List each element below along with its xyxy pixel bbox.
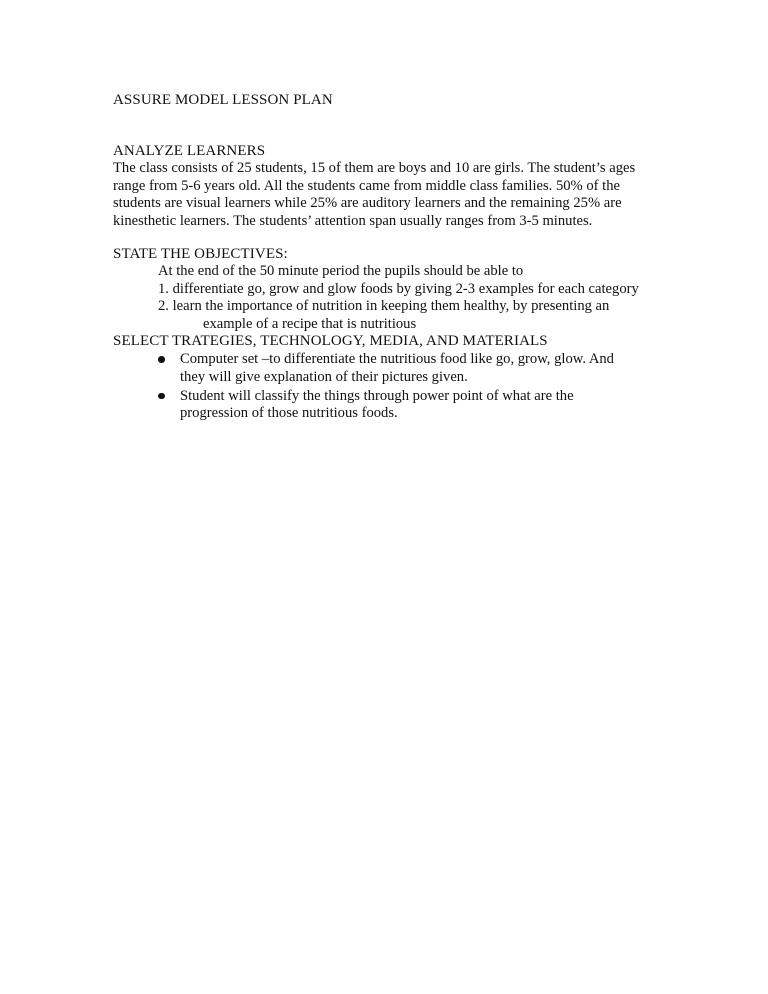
strategy-item-2-line-1: Student will classify the things through power point of what are the xyxy=(180,387,574,404)
strategies-heading: SELECT TRATEGIES, TECHNOLOGY, MEDIA, AND MATERIALS xyxy=(113,333,548,349)
objectives-section xyxy=(113,246,673,333)
objectives-intro: At the end of the 50 minute period the pupils should be able to xyxy=(158,263,524,280)
objectives-heading: STATE THE OBJECTIVES: xyxy=(113,246,288,262)
strategies-list xyxy=(113,351,673,422)
objective-item-1: 1. differentiate go, grow and glow foods by giving 2-3 examples for each category xyxy=(158,280,639,297)
analyze-text-line-4: kinesthetic learners. The students’ attention span usually ranges from 3-5 minutes. xyxy=(113,212,593,229)
analyze-learners-section xyxy=(113,143,673,230)
analyze-learners-heading: ANALYZE LEARNERS xyxy=(113,143,266,159)
analyze-text-line-3: students are visual learners while 25% are auditory learners and the remaining 25% are xyxy=(113,195,622,212)
analyze-text-line-2: range from 5-6 years old. All the students came from middle class families. 50% of the xyxy=(113,177,620,194)
strategy-list-item xyxy=(113,388,673,423)
objective-item-2-continuation: example of a recipe that is nutritious xyxy=(203,315,417,332)
bullet-icon xyxy=(158,393,165,400)
bullet-icon xyxy=(158,356,165,363)
strategy-list-item xyxy=(113,351,673,386)
objective-item-2: 2. learn the importance of nutrition in keeping them healthy, by presenting an xyxy=(158,298,610,315)
analyze-text-line-1: The class consists of 25 students, 15 of them are boys and 10 are girls. The student’s ages xyxy=(113,160,636,177)
strategy-item-1-line-1: Computer set –to differentiate the nutritious food like go, grow, glow. And xyxy=(180,351,614,368)
strategy-item-2-line-2: progression of those nutritious foods. xyxy=(180,405,398,422)
document-title: ASSURE MODEL LESSON PLAN xyxy=(113,92,333,108)
strategy-item-1-line-2: they will give explanation of their pictures given. xyxy=(180,368,468,385)
strategies-section xyxy=(113,333,673,424)
